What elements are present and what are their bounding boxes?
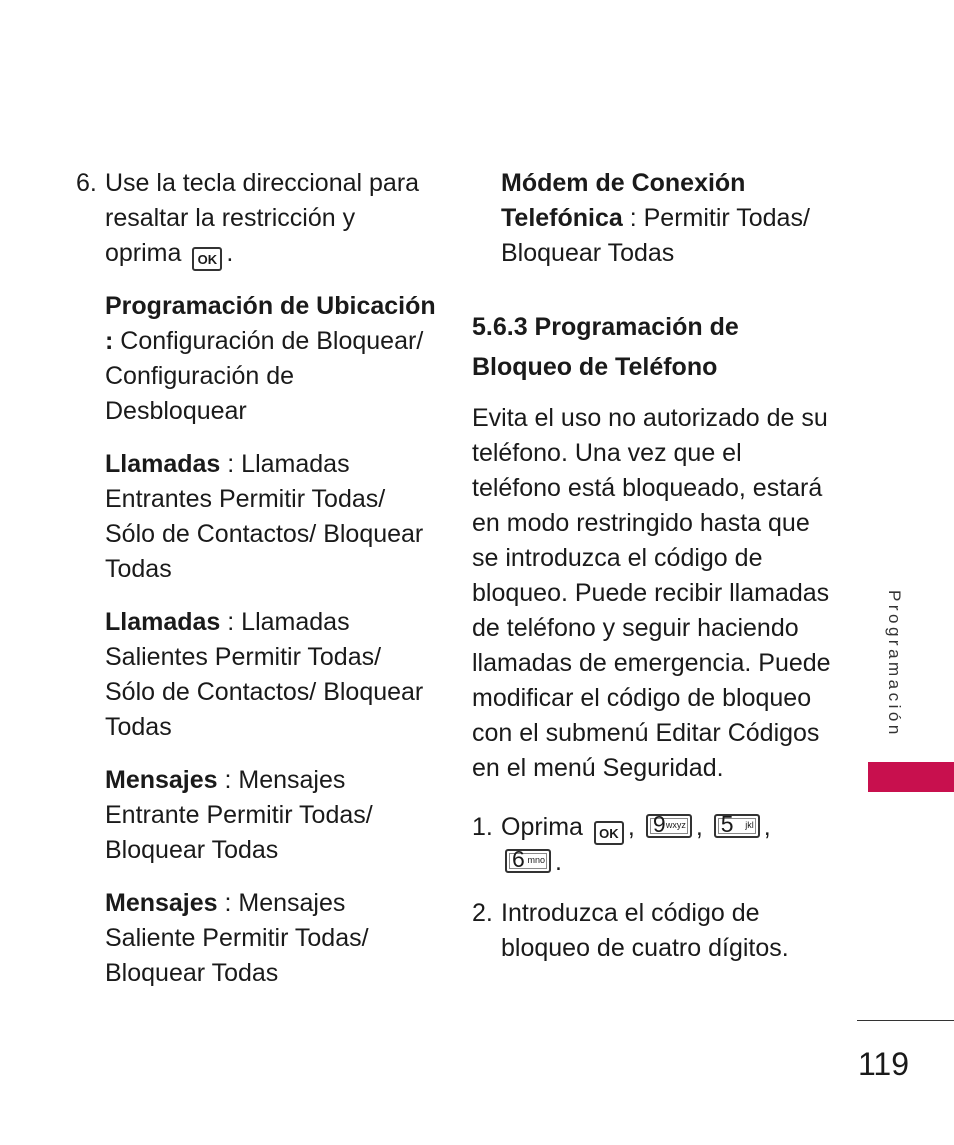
step-1: 1. Oprima OK , 9 wxyz , 5 jkl , 6 mno .	[472, 811, 771, 876]
ok-key-icon: OK	[192, 247, 222, 271]
side-section-tab	[868, 762, 954, 792]
step-text: Use la tecla direccional para resaltar la restricción y oprima	[105, 169, 420, 267]
block-label: Módem de Conexión Telefónica	[501, 169, 746, 232]
block-text: : Llamadas Salientes Permitir Todas/ Sólo de Contactos/ Bloquear Todas	[105, 608, 424, 741]
block-label: Llamadas	[105, 450, 221, 478]
key-6-icon: 6 mno	[505, 849, 551, 873]
key-9-icon: 9 wxyz	[646, 814, 692, 838]
left-column	[76, 166, 436, 991]
step-text: Introduzca el código de bloqueo de cuatro dígitos.	[501, 899, 789, 962]
block-text: : Llamadas Entrantes Permitir Todas/ Sólo de Contactos/ Bloquear Todas	[105, 450, 424, 583]
location-setting	[76, 289, 436, 429]
modem-setting	[472, 166, 832, 271]
block-label: Llamadas	[105, 608, 221, 636]
outgoing-calls	[76, 605, 436, 745]
key-5-icon: 5 jkl	[714, 814, 760, 838]
incoming-calls	[76, 447, 436, 587]
block-label: Mensajes	[105, 889, 218, 917]
block-label: Mensajes	[105, 766, 218, 794]
page-number: 119	[858, 1046, 910, 1082]
step-number: 6.	[76, 169, 97, 197]
block-text: : Mensajes Saliente Permitir Todas/ Bloquear Todas	[105, 889, 369, 987]
incoming-messages	[76, 763, 436, 868]
step-number: 1.	[472, 813, 493, 841]
side-section-label: Programación	[885, 590, 904, 738]
block-text: : Mensajes Entrante Permitir Todas/ Bloquear Todas	[105, 766, 373, 864]
block-text: : Permitir Todas/ Bloquear Todas	[501, 204, 810, 267]
block-label: Programación de Ubicación :	[105, 292, 436, 355]
ok-key-icon: OK	[594, 821, 624, 845]
block-text: Configuración de Bloquear/ Configuración de Desbloquear	[105, 327, 424, 425]
section-title: 5.6.3 Programación de Bloqueo de Teléfono	[472, 313, 739, 381]
right-column	[472, 166, 832, 966]
step-2	[472, 896, 832, 966]
outgoing-messages	[76, 886, 436, 991]
section-paragraph: Evita el uso no autorizado de su teléfono. Una vez que el teléfono está bloqueado, estará en modo restringido hasta que se introduzca el código de bloqueo. Puede recibir llamadas de teléfono y seguir haciendo llamadas de emergencia. Puede modificar el código de bloqueo con el submenú Editar Códigos en el menú Seguridad.	[472, 404, 831, 782]
step-text: Oprima	[501, 813, 583, 841]
footer-rule	[857, 1020, 954, 1021]
step-6: 6. Use la tecla direccional para resaltar la restricción y oprima OK .	[76, 166, 436, 271]
step-number: 2.	[472, 899, 493, 927]
